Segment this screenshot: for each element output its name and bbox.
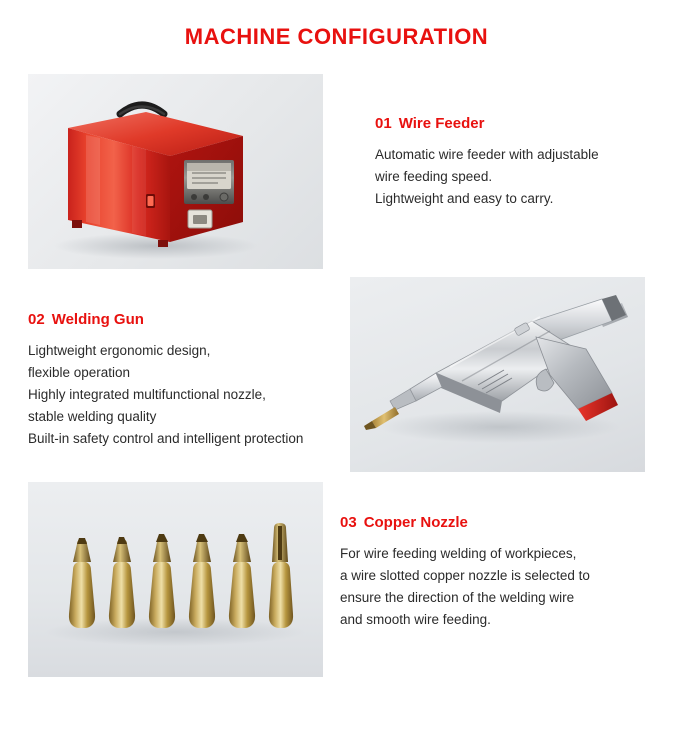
- wire-feeder-line-2: wire feeding speed.: [375, 169, 493, 184]
- welding-gun-number: 02: [28, 311, 45, 328]
- welding-gun-line-3: Highly integrated multifunctional nozzle,: [28, 387, 266, 402]
- welding-gun-line-2: flexible operation: [28, 365, 131, 380]
- copper-nozzle-heading: [340, 514, 645, 531]
- copper-nozzle-line-2: a wire slotted copper nozzle is selected to: [340, 568, 590, 583]
- welding-gun-text-block: [28, 311, 338, 450]
- wire-feeder-illustration: [28, 74, 323, 269]
- copper-nozzle-number: 03: [340, 514, 357, 531]
- copper-nozzle-photo: [28, 482, 323, 677]
- copper-nozzle-illustration: [28, 482, 323, 677]
- copper-nozzle-title: Copper Nozzle: [363, 514, 468, 531]
- welding-gun-line-4: stable welding quality: [28, 409, 157, 424]
- wire-feeder-text-block: [375, 115, 645, 210]
- welding-gun-photo: [350, 277, 645, 472]
- wire-feeder-line-1: Automatic wire feeder with adjustable: [375, 147, 599, 162]
- copper-nozzle-description: [340, 543, 645, 631]
- welding-gun-title: Welding Gun: [51, 311, 144, 328]
- copper-nozzle-line-3: ensure the direction of the welding wire: [340, 590, 575, 605]
- welding-gun-heading: [28, 311, 338, 328]
- wire-feeder-line-3: Lightweight and easy to carry.: [375, 191, 554, 206]
- page-title: MACHINE CONFIGURATION: [184, 24, 489, 49]
- copper-nozzle-line-4: and smooth wire feeding.: [340, 612, 491, 627]
- wire-feeder-description: [375, 144, 645, 210]
- wire-feeder-photo: [28, 74, 323, 269]
- wire-feeder-heading: [375, 115, 645, 132]
- welding-gun-description: [28, 340, 338, 450]
- welding-gun-line-1: Lightweight ergonomic design,: [28, 343, 211, 358]
- welding-gun-line-5: Built-in safety control and intelligent protection: [28, 431, 304, 446]
- wire-feeder-title: Wire Feeder: [398, 115, 485, 132]
- copper-nozzle-line-1: For wire feeding welding of workpieces,: [340, 546, 577, 561]
- welding-gun-illustration: [350, 277, 645, 472]
- wire-feeder-number: 01: [375, 115, 392, 132]
- copper-nozzle-text-block: [340, 514, 645, 631]
